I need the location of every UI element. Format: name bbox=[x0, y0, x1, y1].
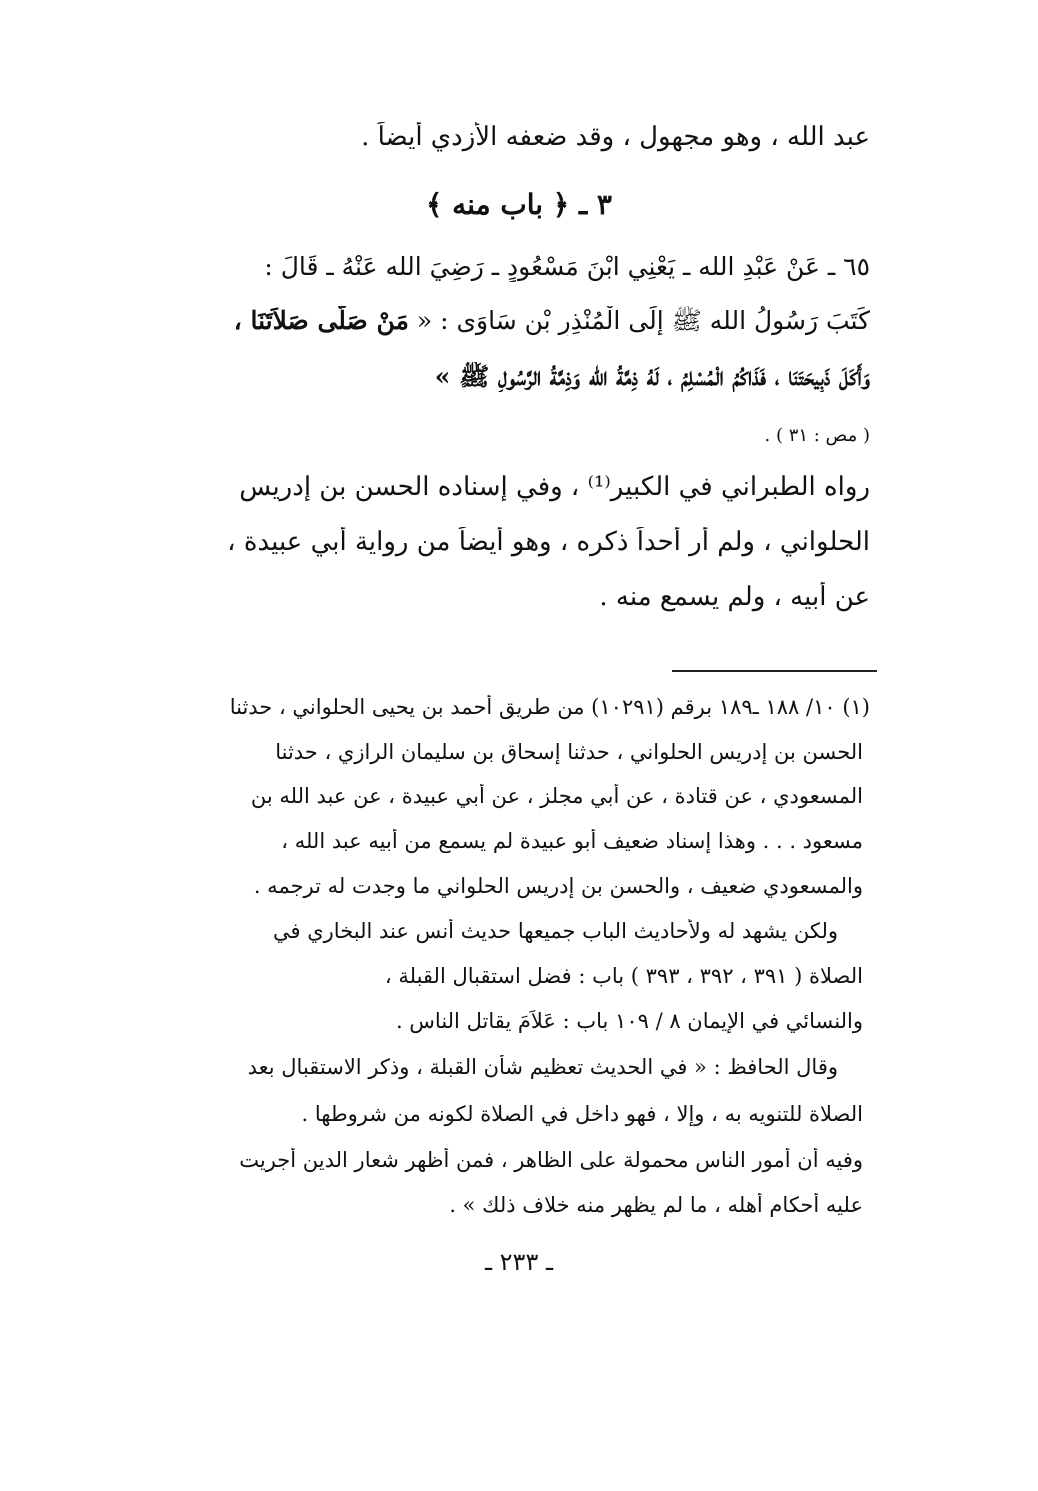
footnote-line: الصلاة ( ٣٩١ ، ٣٩٢ ، ٣٩٣ ) باب : فضل استقبال القبلة ، bbox=[384, 964, 863, 988]
footnote-line: الصلاة للتنويه به ، وإلا ، فهو داخل في الصلاة لكونه من شروطها . bbox=[301, 1102, 863, 1126]
footnote-separator bbox=[672, 670, 877, 672]
footnote-line: (١) ١٠/ ١٨٨ ـ١٨٩ برقم (١٠٢٩١) من طريق أحمد بن يحيى الحلواني ، حدثنا bbox=[229, 695, 870, 719]
commentary-line-2: الحلواني ، ولم أر أحداً ذكره ، وهو أيضاً من رواية أبي عبيدة ، bbox=[227, 527, 870, 557]
commentary-line-3: عن أبيه ، ولم يسمع منه . bbox=[599, 582, 870, 612]
footnote-line: وقال الحافظ : « في الحديث تعظيم شأن القبلة ، وذكر الاستقبال بعد bbox=[247, 1055, 838, 1079]
page-number: ـ ٢٣٣ ـ bbox=[484, 1248, 553, 1276]
footnote-line: والمسعودي ضعيف ، والحسن بن إدريس الحلواني ما وجدت له ترجمه . bbox=[253, 874, 863, 898]
intro-line: عبد الله ، وهو مجهول ، وقد ضعفه الأزدي أيضاً . bbox=[361, 122, 870, 152]
footnote-line: والنسائي في الإيمان ٨ / ١٠٩ باب : عَلاَمَ يقاتل الناس . bbox=[395, 1009, 863, 1033]
hadith-line-2-bold: مَنْ صَلَّى صَلاَتَنَا ، bbox=[233, 306, 409, 335]
hadith-line-2-plain: كَتَبَ رَسُولُ الله ﷺ إِلَى الْمُنْذِرِ بْنِ سَاوَى : « bbox=[416, 306, 870, 335]
hadith-line-1: ٦٥ ـ عَنْ عَبْدِ الله ـ يَعْنِي ابْنَ مَسْعُودٍ ـ رَضِيَ الله عَنْهُ ـ قَالَ : bbox=[264, 252, 870, 281]
section-heading: ٣ ـ ﴿ باب منه ﴾ bbox=[426, 188, 612, 221]
footnote-line: الحسن بن إدريس الحلواني ، حدثنا إسحاق بن سليمان الرازي ، حدثنا bbox=[275, 740, 863, 764]
hadith-line-3: وَأَكَلَ ذَبِيحَتَنَا ، فَذَاكُمُ الْمُسْلِمُ ، لَهُ ذِمَّةُ الله وَذِمَّةُ الرَّسُولِ ﷺ » bbox=[434, 362, 870, 391]
footnote-line: المسعودي ، عن قتادة ، عن أبي مجلز ، عن أبي عبيدة ، عن عبد الله بن bbox=[250, 784, 863, 808]
footnote-line: مسعود . . . وهذا إسناد ضعيف أبو عبيدة لم يسمع من أبيه عبد الله ، bbox=[281, 829, 863, 853]
commentary-line-1: رواه الطبراني في الكبير⁽¹⁾ ، وفي إسناده الحسن بن إدريس bbox=[239, 472, 870, 502]
footnote-line: ولكن يشهد له ولأحاديث الباب جميعها حديث أنس عند البخاري في bbox=[273, 919, 838, 943]
footnote-line: عليه أحكام أهله ، ما لم يظهر منه خلاف ذلك » . bbox=[449, 1193, 863, 1217]
footnote-line: وفيه أن أمور الناس محمولة على الظاهر ، فمن أظهر شعار الدين أجريت bbox=[239, 1148, 863, 1172]
hadith-line-2 bbox=[160, 306, 870, 336]
hadith-source: ( مص : ٣١ ) . bbox=[764, 425, 870, 446]
